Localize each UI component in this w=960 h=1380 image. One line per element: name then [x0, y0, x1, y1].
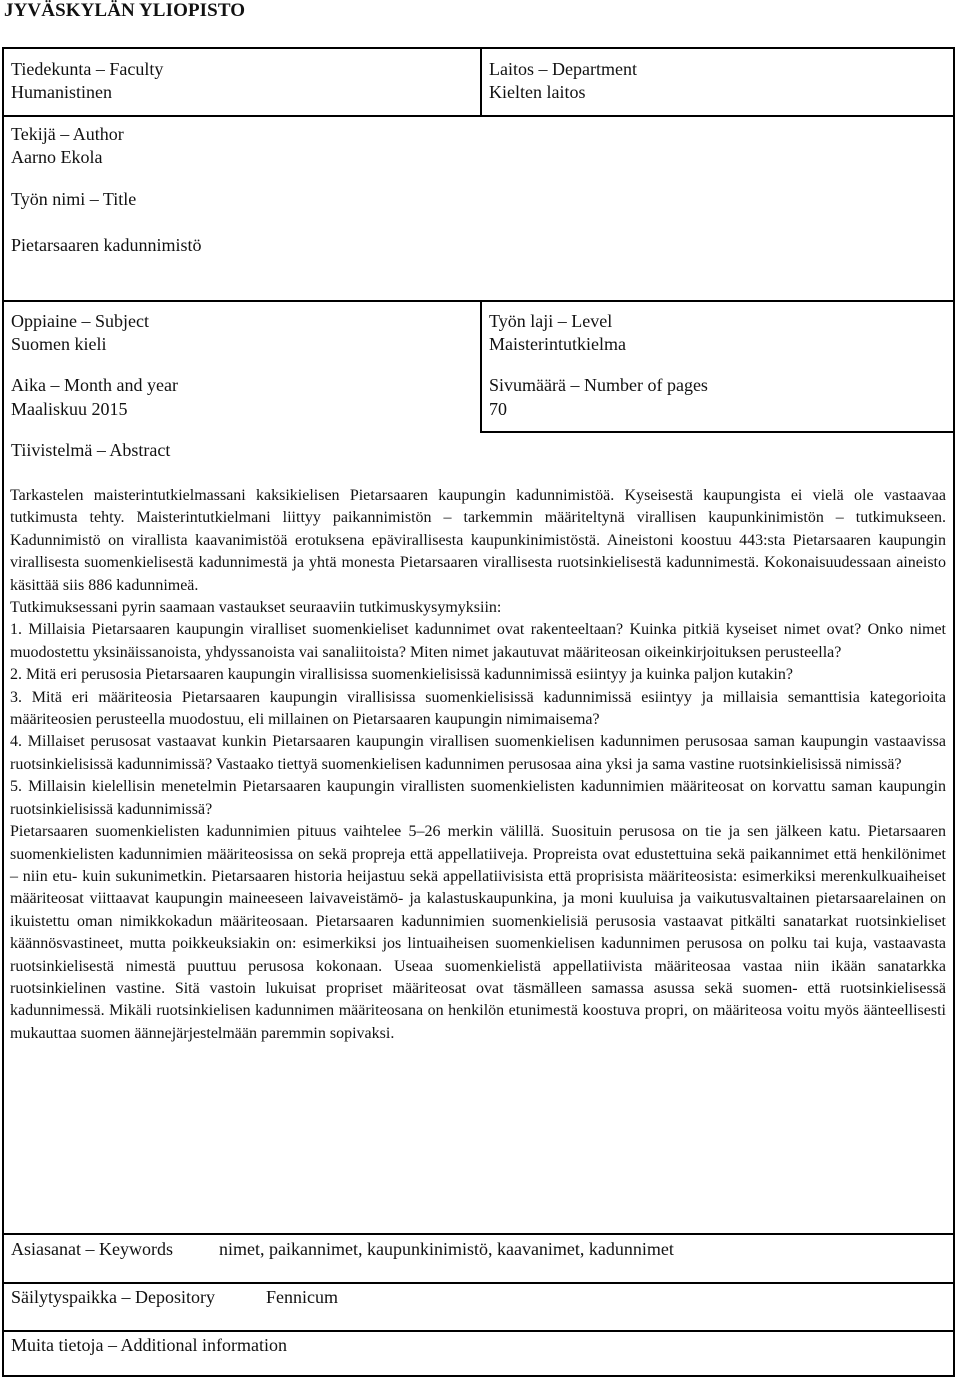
- abstract-paragraph: 5. Millaisin kielellisin menetelmin Pietarsaaren kaupungin virallisten suomenkielisten kadunnimien määriteosat on korvattu saman kaupungin ruotsinkielisissä kadunnimissä?: [10, 778, 946, 818]
- abstract-label: Tiivistelmä – Abstract: [11, 440, 171, 460]
- keywords-value: nimet, paikannimet, kaupunkinimistö, kaavanimet, kadunnimet: [219, 1239, 674, 1259]
- faculty-label: Tiedekunta – Faculty: [11, 59, 164, 79]
- divider: [4, 1233, 953, 1235]
- title-label: Työn nimi – Title: [11, 189, 137, 209]
- abstract-body: [10, 485, 946, 1045]
- divider: [4, 300, 953, 302]
- subject-label: Oppiaine – Subject: [11, 311, 149, 331]
- divider: [480, 300, 482, 432]
- level-value: Maisterintutkielma: [489, 334, 626, 354]
- date-value: Maaliskuu 2015: [11, 399, 128, 419]
- divider: [480, 431, 953, 433]
- divider: [4, 115, 953, 117]
- abstract-paragraph: 2. Mitä eri perusosia Pietarsaaren kaupungin virallisissa suomenkielisissä kadunnimissä esiintyy ja kuinka paljon kutakin?: [10, 666, 793, 684]
- abstract-paragraph: 1. Millaisia Pietarsaaren kaupungin viralliset suomenkieliset kadunnimet ovat rakenteeltaan? Kuinka pitkiä kyseiset nimet ovat? Onko nimet muodostettu yksinäissanoista, yhdyssanoista vai sanaliitoista? Miten nimet jakautuvat määriteosan oikeinkirjoituksen perusteella?: [10, 621, 946, 661]
- divider: [4, 1330, 953, 1332]
- abstract-paragraph: Tarkastelen maisterintutkielmassani kaksikielisen Pietarsaaren kaupungin kadunnimistöä. Kyseisestä kaupungista ei vielä ole vastaavaa tutkimusta tehty. Maisterintutkielmani liittyy paikannimistön – tarkemmin määriteltynä virallisen kaupunkinimistön – tutkimukseen. Kadunnimistö on virallista kaavanimistöä erotuksena epävirallisesta kaupunkinimistöstä. Aineistoni koostuu 443:sta Pietarsaaren kaupungin virallisesta suomenkielisestä kadunnimestä ja yhtä monesta Pietarsaaren virallisesta ruotsinkielisestä kadunnimestä. Kokonaisuudessaan aineisto käsittää siis 886 kadunnimeä.: [10, 487, 946, 594]
- pages-value: 70: [489, 399, 507, 419]
- additional-info-label: Muita tietoja – Additional information: [11, 1335, 287, 1355]
- author-label: Tekijä – Author: [11, 124, 124, 144]
- depository-value: Fennicum: [266, 1287, 338, 1307]
- faculty-value: Humanistinen: [11, 82, 112, 102]
- university-name: JYVÄSKYLÄN YLIOPISTO: [4, 0, 246, 21]
- abstract-paragraph: 3. Mitä eri määriteosia Pietarsaaren kaupungin virallisissa suomenkielisissä kadunnimissä esiintyy ja millaisia semanttisia kategorioita määriteosien perusteella muodostuu, eli millainen on Pietarsaaren kaupungin nimimaisema?: [10, 688, 946, 729]
- divider: [4, 1282, 953, 1284]
- abstract-form: [2, 47, 955, 1377]
- abstract-paragraph: 4. Millaiset perusosat vastaavat kunkin Pietarsaaren kaupungin virallisen suomenkielisen kadunnimen perusosaa saman kaupungin vastaavissa ruotsinkielisissä kadunnimissä? Vastaako tiettyä suomenkielisen kadunnimen perusosaa aina yksi ja sama vastine ruotsinkielisissä nimissä?: [10, 733, 946, 773]
- level-label: Työn laji – Level: [489, 311, 613, 331]
- author-value: Aarno Ekola: [11, 147, 103, 167]
- abstract-paragraph: Pietarsaaren suomenkielisten kadunnimien pituus vaihtelee 5–26 merkin välillä. Suosituin perusosa on tie ja sen jälkeen katu. Pietarsaaren suomenkielisten kadunnimien määriteosissa on sekä propreja että appellatiiveja. Propreista ovat edustettuina sekä paikannimet että henkilönimet – niin etu- kuin sukunimetkin. Pietarsaaren historia heijastuu sekä appellatiivisista että proprisista määriteosista: esimerkiksi merenkulkuaiheiset määriteosat viittaavat kaupungin maineeseen laivaveistämö- ja kalastuskaupunkina, ja moni kuuluisa ja vaikutusvaltainen pietarsaarelainen on ikuistettu oman nimikkokadun määriteosaan. Pietarsaaren kadunnimien suomenkielisiä perusosia vastaavat pitkälti sanatarkat ruotsinkieliset käännösvastineet, mutta poikkeuksiakin on: esimerkiksi jos lintuaiheisen suomenkielisen kadunnimen perusosa on polku tai kuja, vastaavasta ruotsinkielisestä nimestä puuttuu perusosa kokonaan. Useaa suomenkielistä appellatiivista määriteosaa vastaa niin ikään sanatarkka ruotsinkielinen vastine. Sitä vastoin lukuisat propriset määriteosat ovat täsmälleen samassa asussa sekä suomen- että ruotsinkielisessä kadunnimessä. Mikäli ruotsinkielisen kadunnimen määriteosana on henkilön etunimestä koostuva propri, on määriteosa voitu myös äänteellisesti mukauttaa suomen äännejärjestelmään paremmin sopivaksi.: [10, 823, 946, 1042]
- divider: [480, 49, 482, 115]
- subject-value: Suomen kieli: [11, 334, 107, 354]
- department-value: Kielten laitos: [489, 82, 586, 102]
- department-label: Laitos – Department: [489, 59, 637, 79]
- abstract-paragraph: Tutkimuksessani pyrin saamaan vastaukset seuraaviin tutkimuskysymyksiin:: [10, 599, 502, 617]
- depository-label: Säilytyspaikka – Depository: [11, 1287, 215, 1307]
- keywords-label: Asiasanat – Keywords: [11, 1239, 173, 1259]
- date-label: Aika – Month and year: [11, 375, 178, 395]
- title-value: Pietarsaaren kadunnimistö: [11, 235, 202, 255]
- pages-label: Sivumäärä – Number of pages: [489, 375, 708, 395]
